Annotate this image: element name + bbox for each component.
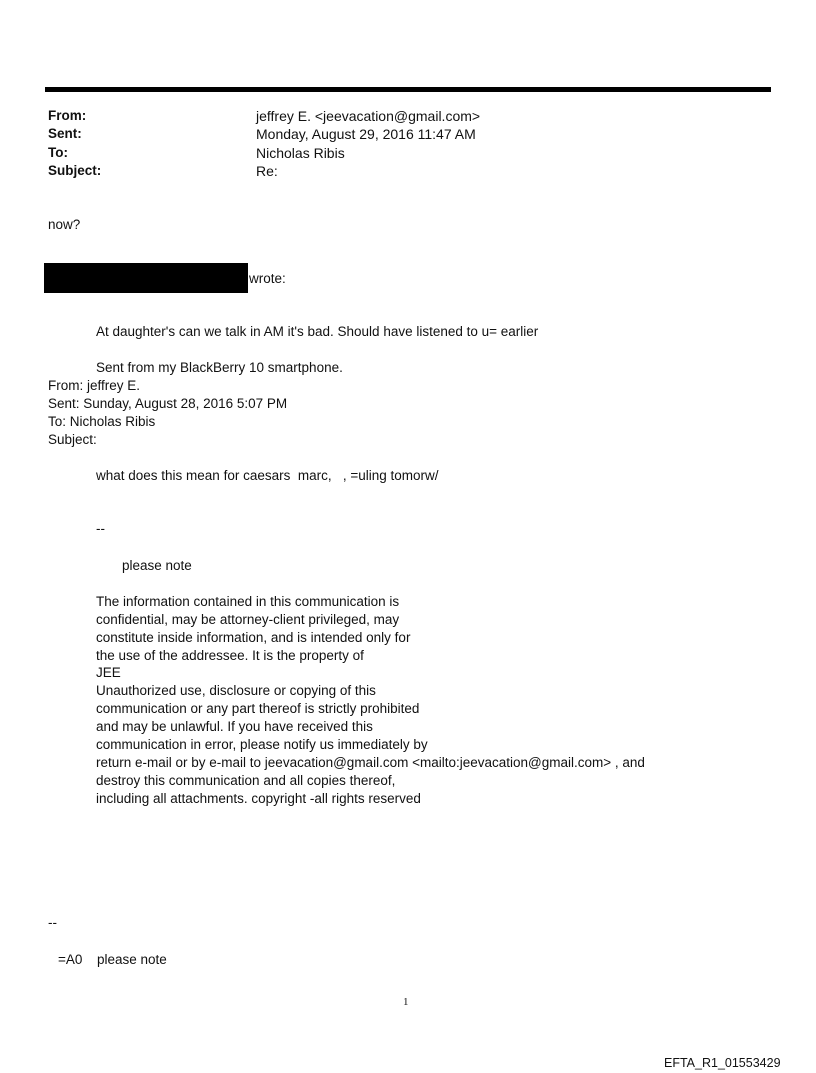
reply-text: now?	[48, 217, 81, 232]
quoted-message: At daughter's can we talk in AM it's bad. Should have listened to u= earlier	[96, 324, 539, 339]
please-note-2: please note	[97, 952, 167, 967]
header-rule	[45, 87, 771, 92]
disclaimer-line: Unauthorized use, disclosure or copying of this	[96, 683, 376, 698]
orig-subject: Subject:	[48, 432, 97, 447]
separator-dashes-2: --	[48, 915, 57, 930]
wrote-text: wrote:	[249, 271, 286, 286]
please-note-1: please note	[122, 558, 192, 573]
sent-label: Sent:	[48, 126, 82, 141]
page-number: 1	[403, 996, 409, 1008]
to-value: Nicholas Ribis	[256, 145, 345, 161]
from-value: jeffrey E. <jeevacation@gmail.com>	[256, 108, 481, 124]
separator-dashes-1: --	[96, 521, 105, 536]
disclaimer-line: including all attachments. copyright -all rights reserved	[96, 791, 421, 806]
disclaimer-line: communication or any part thereof is strictly prohibited	[96, 701, 420, 716]
disclaimer-line: and may be unlawful. If you have received this	[96, 719, 373, 734]
disclaimer-line: confidential, may be attorney-client privileged, may	[96, 612, 400, 627]
orig-message: what does this mean for caesars marc, , =uling tomorw/	[96, 468, 439, 483]
redaction-box	[44, 263, 248, 293]
sent-value: Monday, August 29, 2016 11:47 AM	[256, 126, 476, 142]
subject-label: Subject:	[48, 163, 102, 178]
disclaimer-line: communication in error, please notify us immediately by	[96, 737, 428, 752]
orig-from: From: jeffrey E.	[48, 378, 141, 393]
disclaimer-line: constitute inside information, and is intended only for	[96, 630, 411, 645]
a0-marker: =A0	[58, 952, 83, 967]
disclaimer-line: return e-mail or by e-mail to jeevacation@gmail.com <mailto:jeevacation@gmail.com> , and	[96, 755, 645, 770]
disclaimer-line: JEE	[96, 665, 121, 680]
orig-sent: Sent: Sunday, August 28, 2016 5:07 PM	[48, 396, 288, 411]
from-label: From:	[48, 108, 87, 123]
signature-text: Sent from my BlackBerry 10 smartphone.	[96, 360, 343, 375]
disclaimer-line: the use of the addressee. It is the property of	[96, 648, 364, 663]
document-id: EFTA_R1_01553429	[664, 1056, 781, 1070]
disclaimer-line: The information contained in this communication is	[96, 594, 400, 609]
disclaimer-line: destroy this communication and all copies thereof,	[96, 773, 396, 788]
orig-to: To: Nicholas Ribis	[48, 414, 156, 429]
to-label: To:	[48, 145, 68, 160]
subject-value: Re:	[256, 163, 278, 179]
